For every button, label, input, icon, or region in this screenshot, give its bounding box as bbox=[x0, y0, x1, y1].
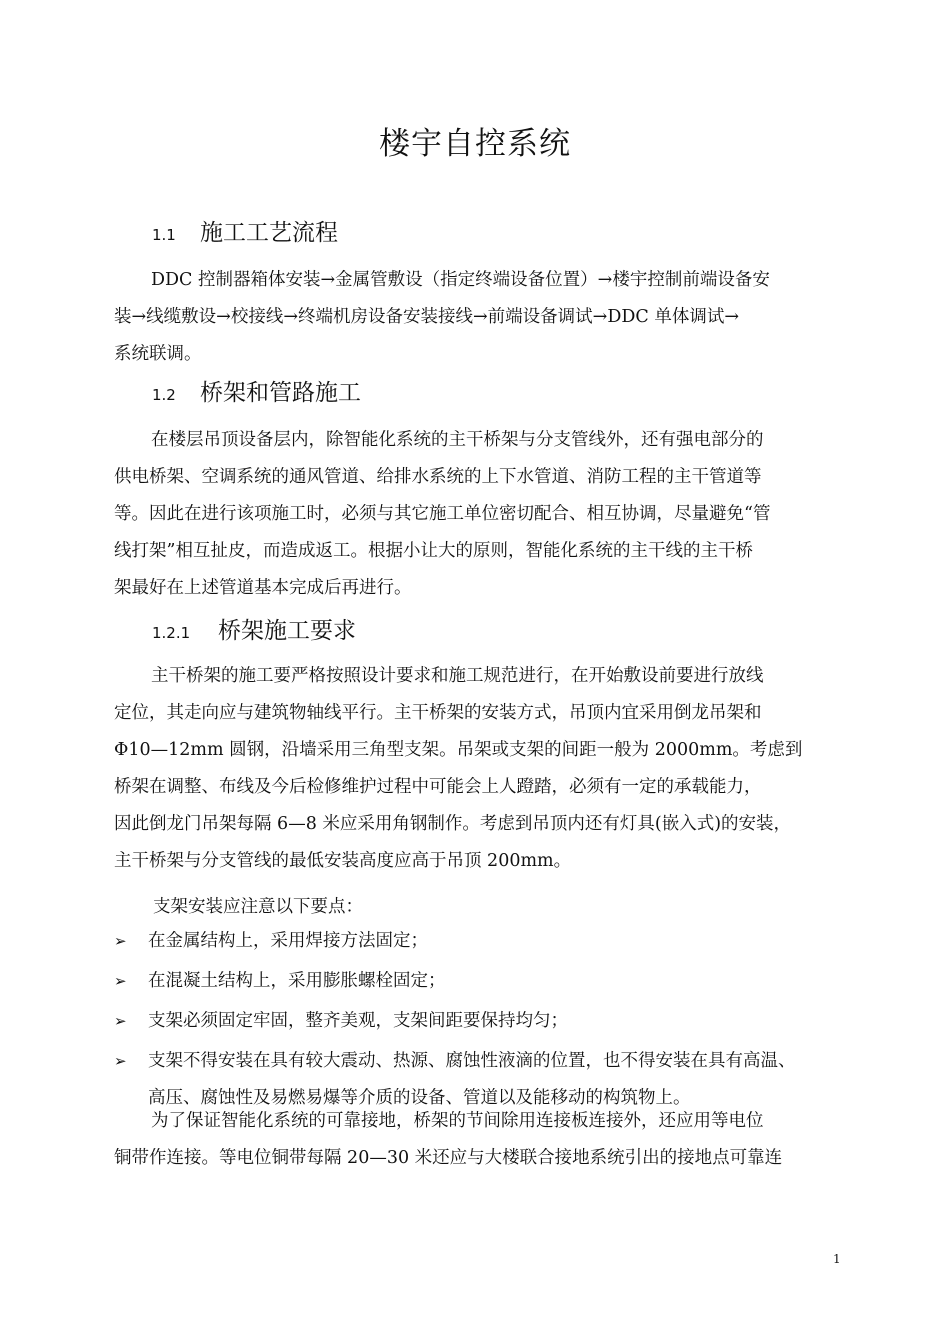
bullet-arrow-icon: ➢ bbox=[114, 932, 127, 950]
list-item-text: 支架必须固定牢固，整齐美观，支架间距要保持均匀； bbox=[148, 1011, 568, 1031]
list-item bbox=[114, 923, 849, 960]
section-heading-1-1 bbox=[152, 214, 338, 248]
section-heading-text: 桥架和管路施工 bbox=[200, 380, 361, 406]
list-item-text: 在金属结构上，采用焊接方法固定； bbox=[148, 931, 428, 951]
list-item bbox=[114, 963, 849, 1000]
bullet-arrow-icon: ➢ bbox=[114, 1012, 127, 1030]
support-notes-intro: 支架安装应注意以下要点： bbox=[153, 897, 363, 917]
tray-requirements-paragraph: 主干桥架的施工要严格按照设计要求和施工规范进行，在开始敷设前要进行放线 定位，其走向应与建筑物轴线平行。主干桥架的安装方式，吊顶内宜采用倒龙吊架和 Φ10—12mm 圆钢，沿墙采用三角型支架。吊架或支架的间距一般为 2000mm。考虑到 桥架在调整、布线及今后检修维护过程中可能会上人蹬踏，必须有一定的承载能力， 因此倒龙门吊架每隔 6—8 米应采用角钢制作。考虑到吊顶内还有灯具(嵌入式)的安装， 主干桥架与分支管线的最低安装高度应高于吊顶 200mm。 bbox=[114, 666, 803, 871]
bullet-arrow-icon: ➢ bbox=[114, 1052, 127, 1070]
support-notes-list bbox=[114, 923, 849, 1120]
section-number: 1.2 bbox=[152, 386, 176, 404]
page-number: 1 bbox=[833, 1252, 841, 1266]
section-number: 1.2.1 bbox=[152, 624, 191, 642]
page-title: 楼宇自控系统 bbox=[379, 126, 571, 162]
list-item-text: 支架不得安装在具有较大震动、热源、腐蚀性液滴的位置，也不得安装在具有高温、 高压、腐蚀性及易燃易爆等介质的设备、管道以及能移动的构筑物上。 bbox=[148, 1051, 796, 1108]
grounding-paragraph: 为了保证智能化系统的可靠接地，桥架的节间除用连接板连接外，还应用等电位 铜带作连接。等电位铜带每隔 20—30 米还应与大楼联合接地系统引出的接地点可靠连 bbox=[114, 1111, 783, 1168]
section-heading-text: 施工工艺流程 bbox=[200, 220, 338, 246]
tray-pipe-paragraph: 在楼层吊顶设备层内，除智能化系统的主干桥架与分支管线外，还有强电部分的 供电桥架、空调系统的通风管道、给排水系统的上下水管道、消防工程的主干管道等 等。因此在进行该项施工时，必须与其它施工单位密切配合、相互协调，尽量避免“管 线打架”相互扯皮，而造成返工。根据小让大的原则，智能化系统的主干线的主干桥 架最好在上述管道基本完成后再进行。 bbox=[114, 430, 771, 598]
process-flow-paragraph: DDC 控制器箱体安装→金属管敷设（指定终端设备位置）→楼宇控制前端设备安 装→线缆敷设→校接线→终端机房设备安装接线→前端设备调试→DDC 单体调试→ 系统联调。 bbox=[114, 270, 770, 364]
section-heading-1-2 bbox=[152, 374, 361, 408]
list-item bbox=[114, 1003, 849, 1040]
section-number: 1.1 bbox=[152, 226, 176, 244]
bullet-arrow-icon: ➢ bbox=[114, 972, 127, 990]
section-heading-text: 桥架施工要求 bbox=[218, 618, 356, 644]
list-item-text: 在混凝土结构上，采用膨胀螺栓固定； bbox=[148, 971, 446, 991]
section-heading-1-2-1 bbox=[152, 612, 356, 646]
